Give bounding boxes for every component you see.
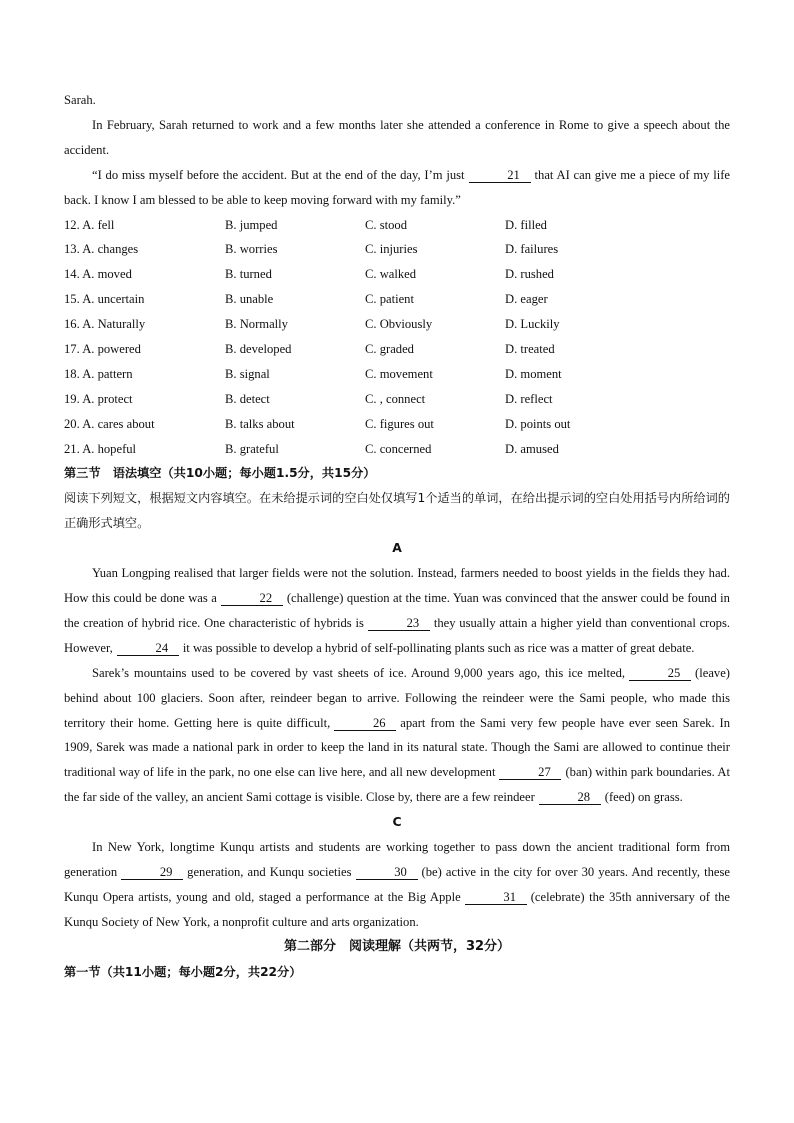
option-a[interactable]: 15. A. uncertain: [64, 292, 145, 307]
option-d[interactable]: D. filled: [505, 217, 547, 232]
option-c[interactable]: C. Obviously: [365, 317, 433, 332]
option-row: [64, 412, 730, 437]
option-row: [64, 312, 730, 337]
option-b[interactable]: B. turned: [225, 267, 272, 282]
passage-label-a: A: [392, 540, 402, 556]
option-b[interactable]: B. developed: [225, 341, 292, 356]
option-row: [64, 337, 730, 362]
option-a[interactable]: 18. A. pattern: [64, 366, 133, 381]
option-row: [64, 287, 730, 312]
story-paragraph: In February, Sarah returned to work and a few months later she attended a conference in Rome to give a speech about the accident.: [64, 117, 730, 157]
option-d[interactable]: D. points out: [505, 416, 571, 431]
option-row: [64, 262, 730, 287]
story-line: Sarah.: [64, 93, 96, 107]
blank-23[interactable]: 23: [368, 616, 430, 631]
blank-25[interactable]: 25: [629, 666, 691, 681]
blank-29[interactable]: 29: [121, 865, 183, 880]
option-a[interactable]: 19. A. protect: [64, 391, 133, 406]
option-d[interactable]: D. rushed: [505, 267, 554, 282]
option-d[interactable]: D. moment: [505, 366, 562, 381]
option-b[interactable]: B. talks about: [225, 416, 295, 431]
option-c[interactable]: C. graded: [365, 341, 414, 356]
option-c[interactable]: C. concerned: [365, 441, 432, 456]
option-b[interactable]: B. jumped: [225, 217, 278, 232]
document-page: [64, 88, 730, 984]
option-d[interactable]: D. Luckily: [505, 317, 560, 332]
part-title: 第二部分 阅读理解（共两节，32分）: [283, 938, 511, 954]
option-row: [64, 437, 730, 462]
option-d[interactable]: D. reflect: [505, 391, 553, 406]
option-c[interactable]: C. movement: [365, 366, 433, 381]
passage-label-c: C: [392, 814, 402, 830]
section-instructions: 阅读下列短文，根据短文内容填空。在未给提示词的空白处仅填写1个适当的单词，在给出提示词的空白处用括号内所给词的正确形式填空。: [64, 491, 730, 531]
option-row: [64, 387, 730, 412]
blank-27[interactable]: 27: [499, 765, 561, 780]
options-list: [64, 213, 730, 462]
option-c[interactable]: C. figures out: [365, 416, 434, 431]
option-c[interactable]: C. walked: [365, 267, 417, 282]
option-a[interactable]: 20. A. cares about: [64, 416, 155, 431]
option-b[interactable]: B. Normally: [225, 317, 288, 332]
option-c[interactable]: C. , connect: [365, 391, 426, 406]
blank-31[interactable]: 31: [465, 890, 527, 905]
option-b[interactable]: B. grateful: [225, 441, 279, 456]
blank-26[interactable]: 26: [334, 716, 396, 731]
story-paragraph-quote: “I do miss myself before the accident. But at the end of the day, I’m just 21 that AI can give me a piece of my life back. I know I am blessed to be able to keep moving forward with my family.”: [64, 167, 730, 207]
option-c[interactable]: C. stood: [365, 217, 407, 232]
option-d[interactable]: D. amused: [505, 441, 559, 456]
passage-c: In New York, longtime Kunqu artists and students are working together to pass down the ancient traditional form from generation 29 generation, and Kunqu societies 30 (be) active in the city for over 30 years. And recently, these Kunqu Opera artists, young and old, staged a performance at the Big Apple 31 (celebrate) the 35th anniversary of the Kunqu Society of New York, a nonprofit culture and arts organization.: [64, 840, 731, 929]
passage-a: Yuan Longping realised that larger fields were not the solution. Instead, farmers needed to boost yields in the fields they had. How this could be done was a 22 (challenge) question at the time. Yuan was convinced that the answer could be found in the creation of hybrid rice. One characteristic of hybrids is 23 they usually attain a higher yield than conventional crops. However, 24 it was possible to develop a hybrid of self-pollinating plants such as rice was a matter of great debate.: [64, 566, 730, 655]
option-b[interactable]: B. unable: [225, 292, 274, 307]
option-a[interactable]: 12. A. fell: [64, 217, 115, 232]
section-heading: 第一节（共11小题；每小题2分，共22分）: [64, 964, 302, 979]
blank-21[interactable]: 21: [469, 168, 531, 183]
option-c[interactable]: C. injuries: [365, 242, 418, 257]
option-a[interactable]: 21. A. hopeful: [64, 441, 137, 456]
option-d[interactable]: D. eager: [505, 292, 548, 307]
blank-22[interactable]: 22: [221, 591, 283, 606]
option-d[interactable]: D. failures: [505, 242, 559, 257]
option-row: [64, 237, 730, 262]
option-row: [64, 213, 730, 238]
option-a[interactable]: 17. A. powered: [64, 341, 141, 356]
blank-24[interactable]: 24: [117, 641, 179, 656]
option-row: [64, 362, 730, 387]
blank-30[interactable]: 30: [356, 865, 418, 880]
option-c[interactable]: C. patient: [365, 292, 414, 307]
option-a[interactable]: 13. A. changes: [64, 242, 139, 257]
option-a[interactable]: 14. A. moved: [64, 267, 132, 282]
option-b[interactable]: B. detect: [225, 391, 270, 406]
blank-28[interactable]: 28: [539, 790, 601, 805]
option-d[interactable]: D. treated: [505, 341, 555, 356]
passage-b: Sarek’s mountains used to be covered by vast sheets of ice. Around 9,000 years ago, this ice melted, 25 (leave) behind about 100 glaciers. Soon after, reindeer began to arrive. Following the reindeer were the Sami people, who made this territory their home. Getting here is quite difficult, 26 apart from the Sami very few people have ever seen Sarek. In 1909, Sarek was made a national park in order to keep the land in its natural state. Though the Sami are allowed to continue their traditional way of life in the park, no one else can live here, and all new development 27 (ban) within park boundaries. At the far side of the valley, an ancient Sami cottage is visible. Close by, there are a few reindeer 28 (feed) on grass.: [64, 665, 731, 805]
option-b[interactable]: B. signal: [225, 366, 270, 381]
option-a[interactable]: 16. A. Naturally: [64, 317, 146, 332]
section-heading: 第三节 语法填空（共10小题；每小题1.5分，共15分）: [64, 466, 376, 481]
option-b[interactable]: B. worries: [225, 242, 278, 257]
